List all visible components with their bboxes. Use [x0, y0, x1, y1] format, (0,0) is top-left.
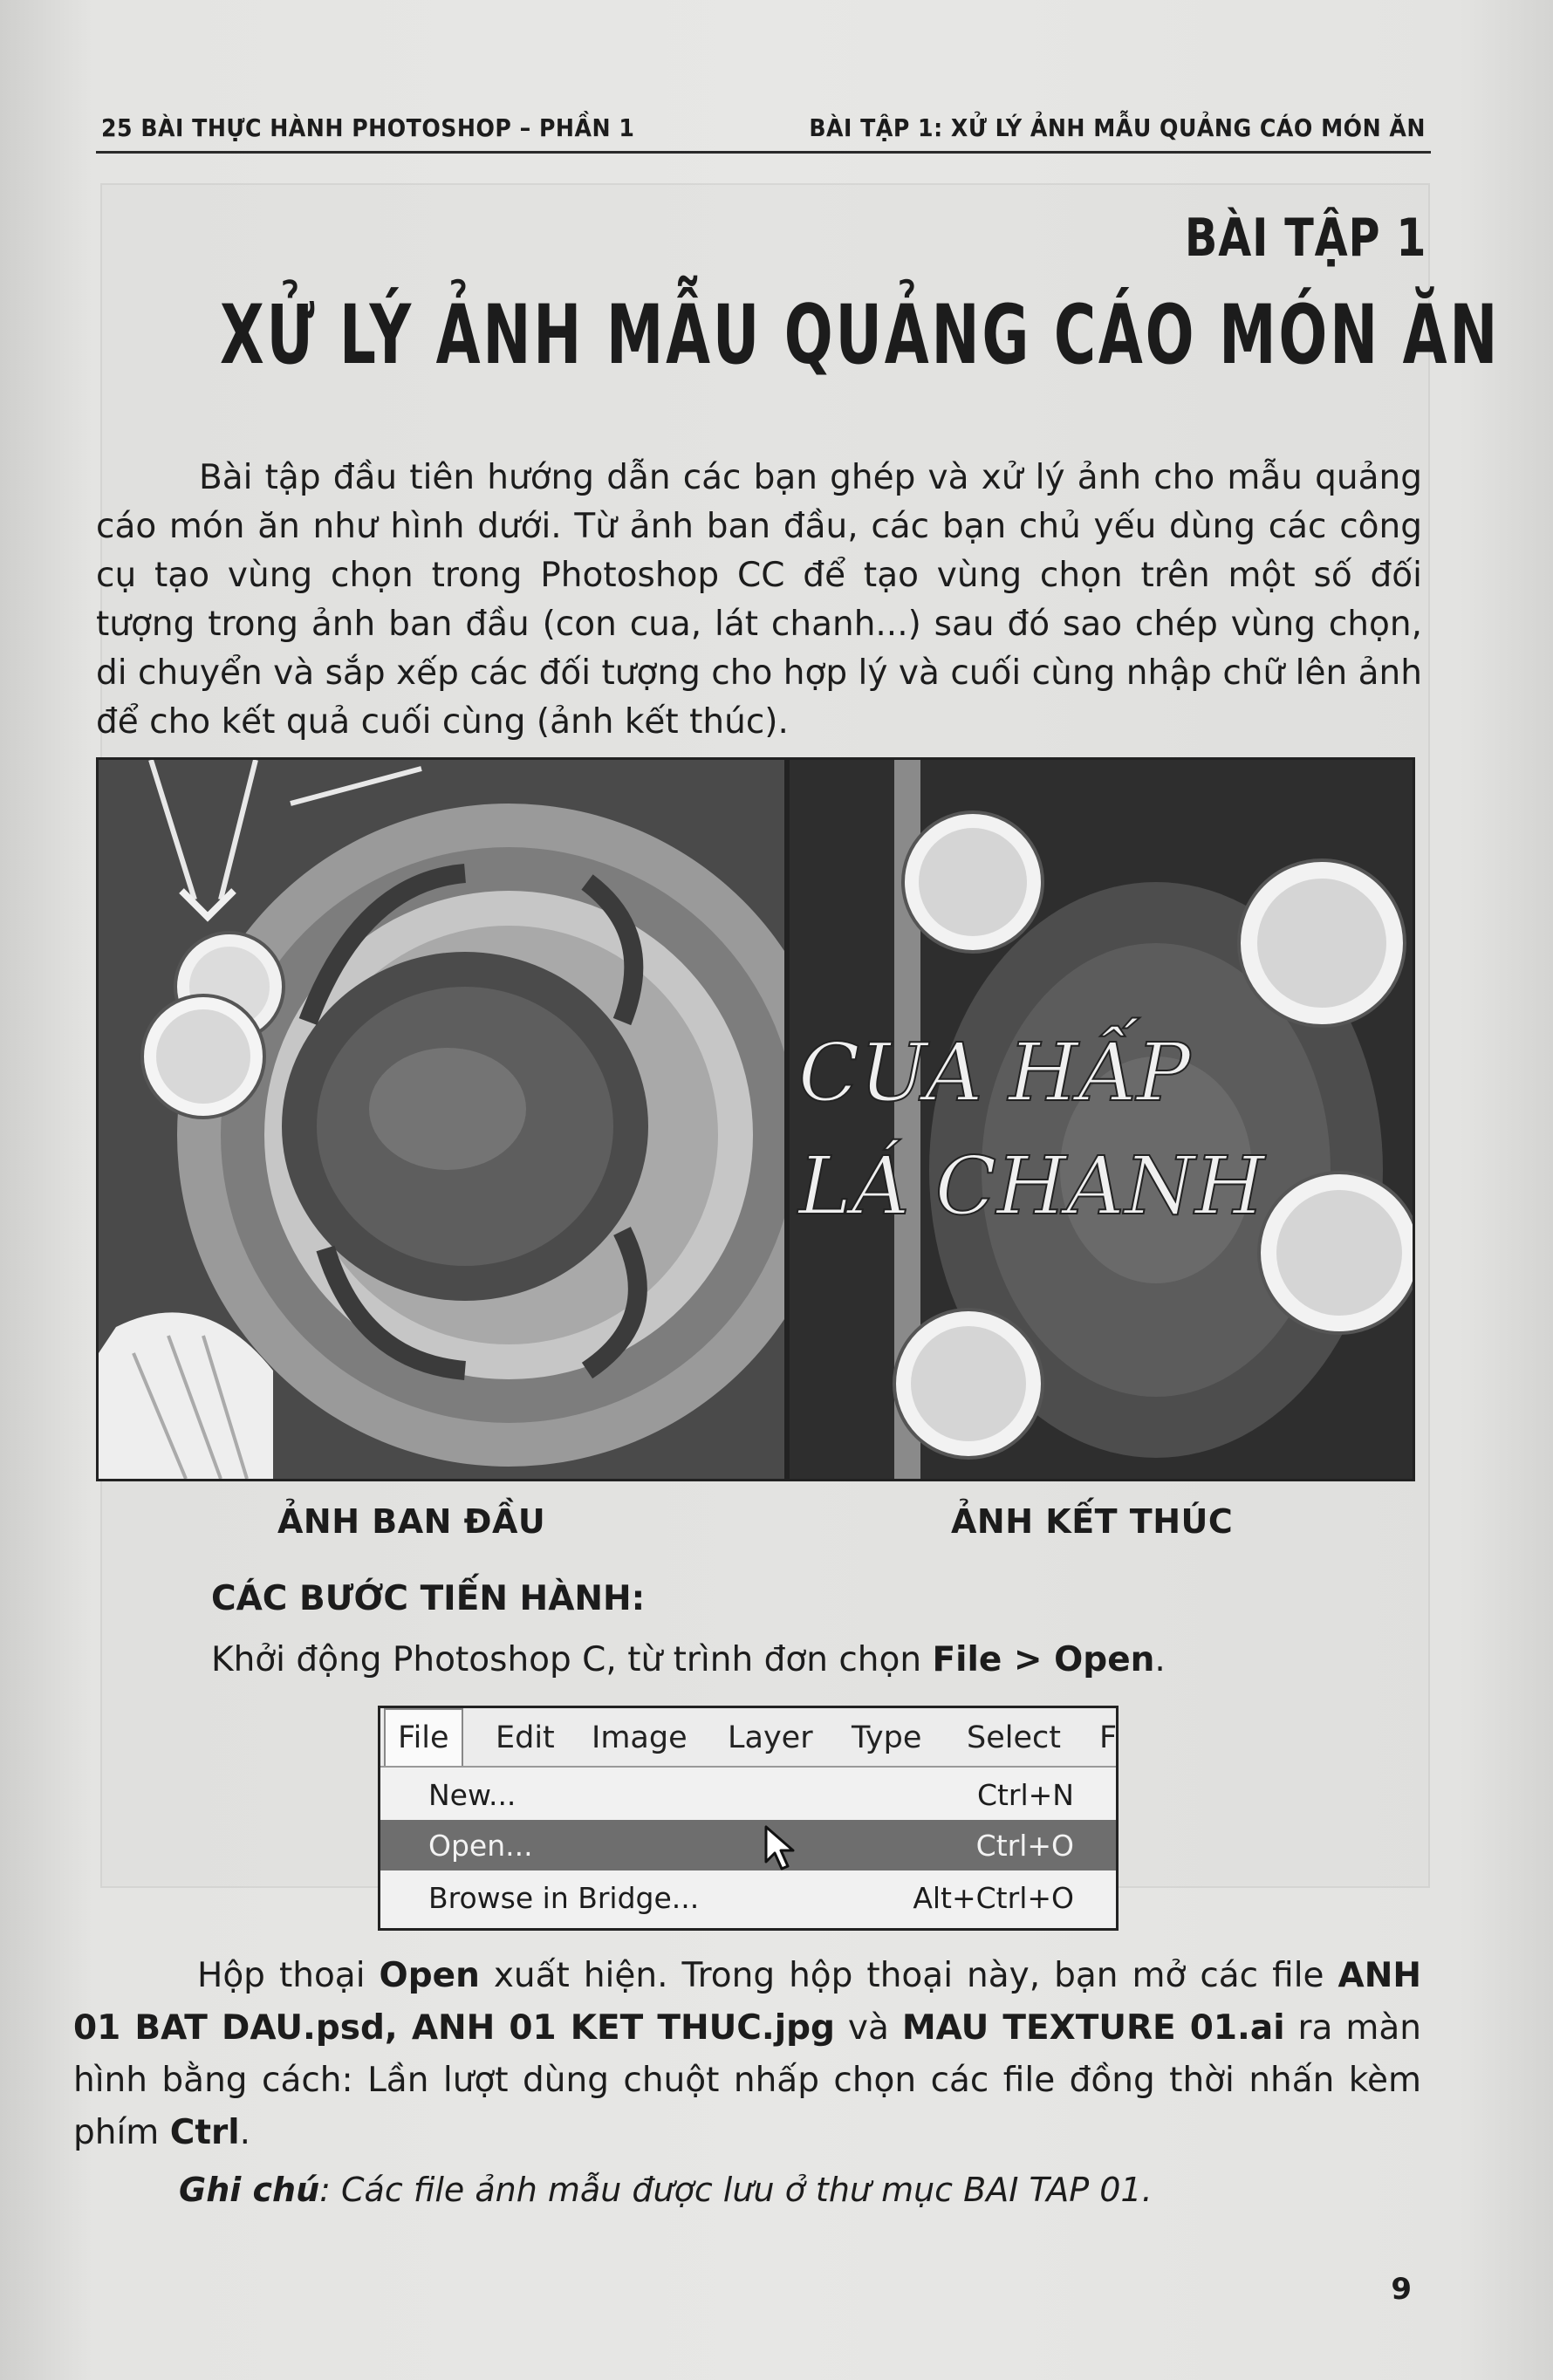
intro-text: Bài tập đầu tiên hướng dẫn các bạn ghép và xử lý ảnh cho mẫu quảng cáo món ăn như hình dưới. Từ ảnh ban đầu, các bạn chủ yếu dùng các công cụ tạo vùng chọn trong Photoshop CC để tạo vùng chọn trên một số đối tượng trong ảnh ban đầu (con cua, lát chanh...) sau đó sao chép vùng chọn, di chuyển và sắp xếp các đối tượng cho hợp lý và cuối cùng nhập chữ lên ảnh để cho kết quả cuối cùng (ảnh kết thúc).	[96, 458, 1422, 742]
menu-image[interactable]: Image	[592, 1720, 688, 1755]
overlay-line-2: LÁ CHANH	[798, 1139, 1265, 1233]
menu-item-new[interactable]	[380, 1769, 1116, 1820]
para-text-1: Hộp thoại	[197, 1956, 380, 1995]
menu-filter[interactable]: F	[1099, 1720, 1118, 1755]
para-text-2: xuất hiện. Trong hộp thoại này, bạn mở các file	[479, 1956, 1338, 1995]
menu-item-browse-in-bridge[interactable]	[380, 1872, 1116, 1923]
note-label: Ghi chú	[179, 2171, 320, 2209]
menu-item-label: New...	[428, 1778, 517, 1812]
para-bold-ctrl: Ctrl	[169, 2113, 240, 2152]
para-text-4: ra màn hình bằng cách: Lần lượt dùng chuột nhấp chọn các file đồng thời nhấn kèm phím	[73, 2008, 1422, 2152]
menu-item-shortcut: Alt+Ctrl+O	[913, 1881, 1074, 1915]
para-bold-texture: MAU TEXTURE 01.ai	[901, 2008, 1285, 2048]
menu-item-label: Open...	[428, 1829, 533, 1863]
lesson-title: XỬ LÝ ẢNH MẪU QUẢNG CÁO MÓN ĂN	[220, 288, 1501, 383]
menu-item-shortcut: Ctrl+N	[976, 1778, 1074, 1812]
header-lesson-title: BÀI TẬP 1: XỬ LÝ ẢNH MẪU QUẢNG CÁO MÓN ĂN	[809, 113, 1426, 142]
menu-item-shortcut: Ctrl+O	[975, 1829, 1074, 1863]
photo-after	[787, 757, 1415, 1481]
para-text-3: và	[834, 2008, 902, 2048]
step-1-text: Khởi động Photoshop C, từ trình đơn chọn	[211, 1640, 933, 1679]
menu-layer[interactable]: Layer	[728, 1720, 813, 1755]
menu-select[interactable]: Select	[967, 1720, 1061, 1755]
running-header	[96, 92, 1431, 154]
mouse-pointer-icon	[764, 1825, 796, 1870]
note-text: : Các file ảnh mẫu được lưu ở thư mục BAI TAP 01.	[319, 2171, 1153, 2209]
note	[179, 2171, 1153, 2209]
open-dialog-paragraph	[73, 1950, 1421, 2159]
intro-paragraph	[96, 454, 1422, 747]
lesson-number: BÀI TẬP 1	[1184, 208, 1426, 269]
para-bold-open: Open	[379, 1956, 480, 1995]
para-bold-files: ANH 01 BAT DAU.psd, ANH 01 KET THUC.jpg	[73, 1956, 1421, 2048]
menu-file[interactable]: File	[384, 1708, 463, 1766]
photo-before	[96, 757, 787, 1481]
menu-bar	[380, 1708, 1116, 1768]
overlay-line-1: CUA HẤP	[798, 1026, 1191, 1119]
caption-before: ẢNH BAN ĐẦU	[277, 1502, 546, 1541]
crab-ad-illustration	[790, 760, 1413, 1479]
step-1	[211, 1640, 1166, 1679]
file-menu-screenshot	[378, 1706, 1119, 1931]
menu-type[interactable]: Type	[852, 1720, 922, 1755]
para-text-5: .	[239, 2113, 250, 2152]
steps-heading: CÁC BƯỚC TIẾN HÀNH:	[211, 1579, 646, 1618]
caption-after: ẢNH KẾT THÚC	[951, 1502, 1234, 1541]
step-1-menu-path: File > Open	[932, 1640, 1155, 1679]
page-number: 9	[1391, 2272, 1412, 2307]
menu-item-open[interactable]	[380, 1820, 1116, 1870]
menu-item-label: Browse in Bridge...	[428, 1881, 700, 1915]
menu-edit[interactable]: Edit	[496, 1720, 555, 1755]
step-1-end: .	[1154, 1640, 1166, 1679]
crab-plate-illustration	[99, 760, 784, 1479]
header-book-title: 25 BÀI THỰC HÀNH PHOTOSHOP – PHẦN 1	[101, 113, 635, 142]
